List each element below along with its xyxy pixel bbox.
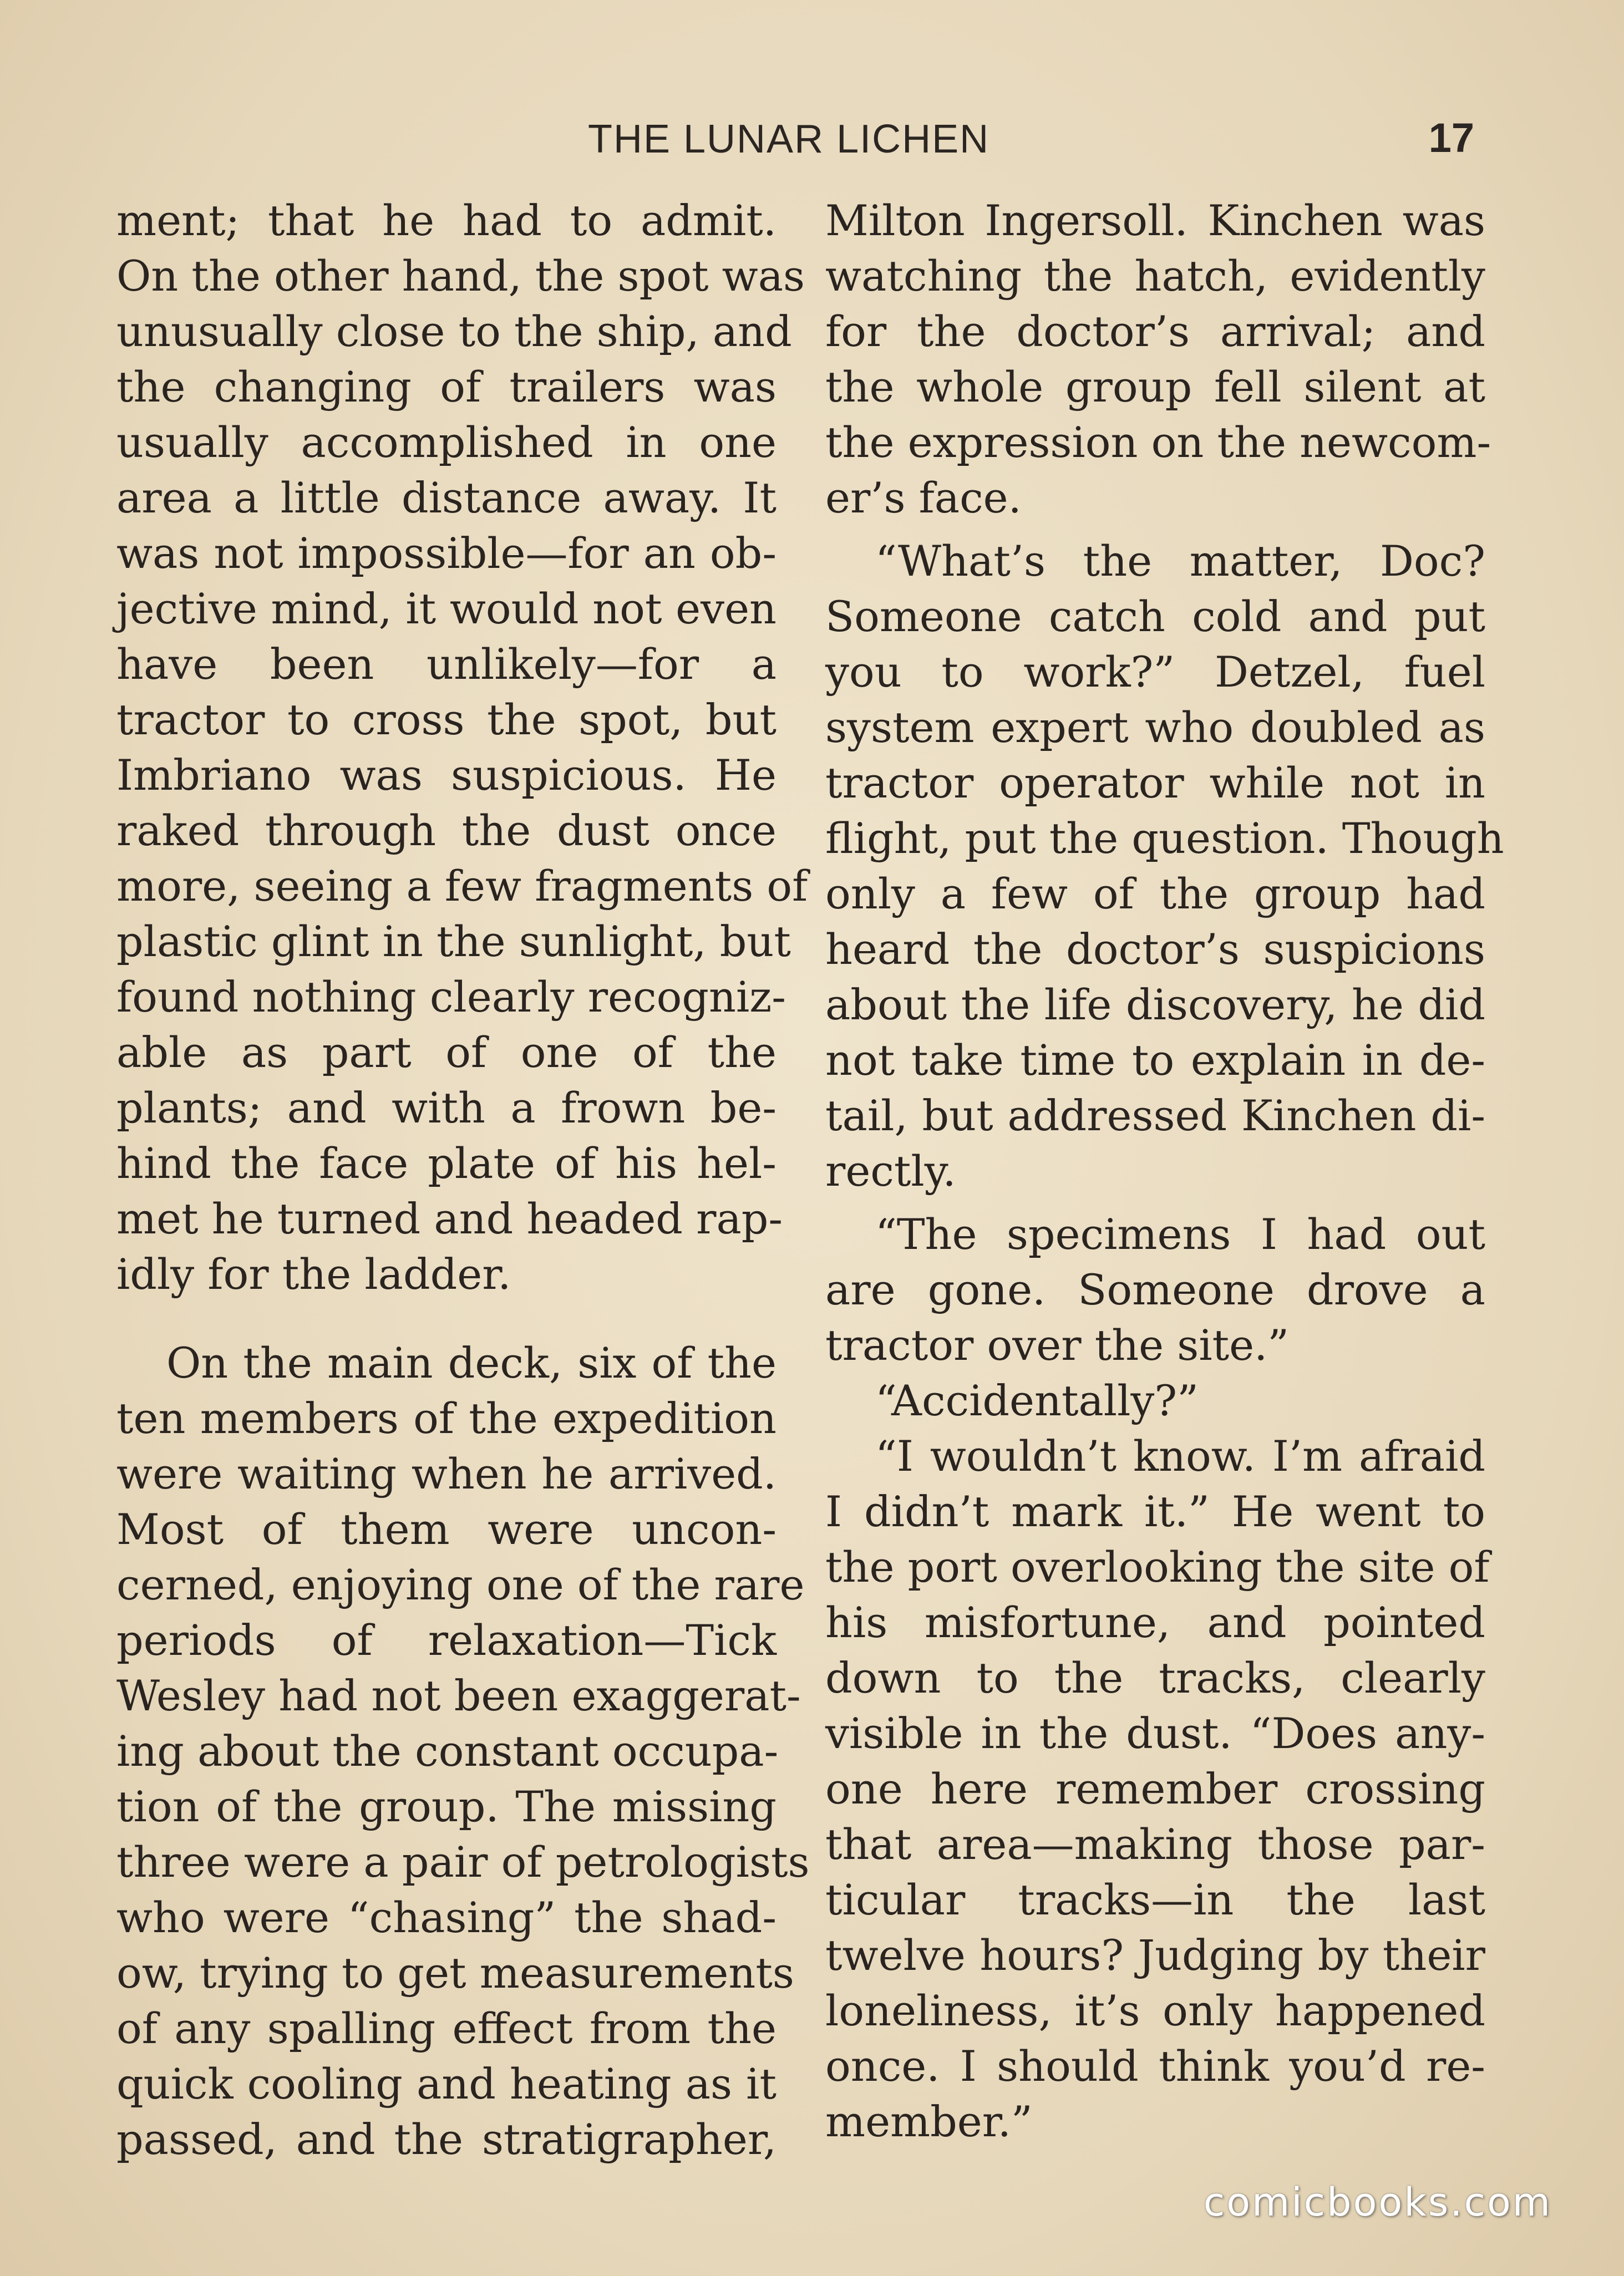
- text-line: was not impossible—for an ob-: [116, 529, 777, 578]
- text-line: you to work?” Detzel, fuel: [825, 647, 1485, 697]
- text-line: more, seeing a few fragments of: [116, 861, 808, 911]
- text-line: ing about the constant occupa-: [116, 1726, 779, 1776]
- text-line: system expert who doubled as: [825, 703, 1485, 752]
- text-line: On the other hand, the spot was: [116, 251, 805, 301]
- text-line: are gone. Someone drove a: [825, 1265, 1485, 1314]
- text-line: tractor to cross the spot, but: [116, 695, 777, 744]
- text-line: met he turned and headed rap-: [116, 1194, 783, 1243]
- text-line: “The specimens I had out: [875, 1210, 1485, 1259]
- text-line: watching the hatch, evidently: [825, 251, 1485, 301]
- watermark: comicbooks.com: [1203, 2180, 1552, 2225]
- text-line: unusually close to the ship, and: [116, 307, 792, 356]
- text-line: passed, and the stratigrapher,: [116, 2115, 777, 2164]
- text-line: area a little distance away. It: [116, 473, 777, 522]
- text-line: Milton Ingersoll. Kinchen was: [825, 196, 1485, 245]
- text-line: able as part of one of the: [116, 1028, 777, 1077]
- text-line: the whole group fell silent at: [825, 362, 1485, 411]
- text-line: ticular tracks—in the last: [825, 1875, 1485, 1924]
- text-line: member.”: [825, 2097, 1033, 2146]
- text-line: his misfortune, and pointed: [825, 1598, 1485, 1647]
- text-line: of any spalling effect from the: [116, 2004, 777, 2053]
- text-line: plastic glint in the sunlight, but: [116, 917, 791, 966]
- text-line: ment; that he had to admit.: [116, 196, 777, 245]
- text-line: loneliness, it’s only happened: [825, 1986, 1485, 2035]
- text-line: rectly.: [825, 1146, 956, 1196]
- text-line: ow, trying to get measurements: [116, 1948, 794, 1998]
- text-line: tractor over the site.”: [825, 1320, 1290, 1370]
- left-column: [116, 193, 810, 2167]
- text-line: one here remember crossing: [825, 1764, 1485, 1813]
- text-line: for the doctor’s arrival; and: [825, 307, 1485, 356]
- right-column: [825, 193, 1504, 2150]
- text-line: Wesley had not been exaggerat-: [116, 1671, 801, 1720]
- running-title: THE LUNAR LICHEN: [588, 117, 990, 161]
- text-line: “What’s the matter, Doc?: [875, 536, 1485, 586]
- text-line: tion of the group. The missing: [116, 1782, 777, 1831]
- text-line: not take time to explain in de-: [825, 1035, 1485, 1085]
- text-line: “Accidentally?”: [875, 1376, 1199, 1425]
- text-line: Imbriano was suspicious. He: [116, 750, 777, 800]
- paragraph-gap: [825, 526, 1485, 534]
- text-line: jective mind, it would not even: [116, 584, 777, 633]
- text-line: who were “chasing” the shad-: [116, 1893, 777, 1942]
- text-line: the port overlooking the site of: [825, 1542, 1490, 1592]
- text-line: Most of them were uncon-: [116, 1505, 777, 1554]
- text-line: flight, put the question. Though: [825, 814, 1504, 863]
- text-line: raked through the dust once: [116, 806, 777, 855]
- text-line: about the life discovery, he did: [825, 980, 1485, 1029]
- text-line: On the main deck, six of the: [166, 1338, 777, 1388]
- paragraph-gap: [825, 1199, 1485, 1207]
- text-line: ten members of the expedition: [116, 1394, 777, 1443]
- text-line: down to the tracks, clearly: [825, 1653, 1485, 1703]
- paragraph-gap: [116, 1302, 777, 1335]
- text-line: visible in the dust. “Does any-: [825, 1709, 1485, 1758]
- text-line: were waiting when he arrived.: [116, 1449, 777, 1498]
- text-line: tail, but addressed Kinchen di-: [825, 1091, 1485, 1140]
- text-line: three were a pair of petrologists: [116, 1837, 810, 1887]
- text-line: the expression on the newcom-: [825, 418, 1491, 467]
- text-line: have been unlikely—for a: [116, 639, 777, 689]
- text-line: plants; and with a frown be-: [116, 1083, 777, 1132]
- text-line: only a few of the group had: [825, 869, 1485, 918]
- text-line: that area—making those par-: [825, 1820, 1485, 1869]
- page-number: 17: [1428, 115, 1474, 161]
- text-line: twelve hours? Judging by their: [825, 1930, 1485, 1980]
- text-line: idly for the ladder.: [116, 1249, 511, 1299]
- text-line: the changing of trailers was: [116, 362, 777, 411]
- text-line: er’s face.: [825, 473, 1022, 522]
- text-line: cerned, enjoying one of the rare: [116, 1560, 805, 1609]
- text-line: found nothing clearly recogniz-: [116, 972, 786, 1022]
- text-line: heard the doctor’s suspicions: [825, 924, 1485, 974]
- text-line: quick cooling and heating as it: [116, 2059, 777, 2109]
- text-line: I didn’t mark it.” He went to: [825, 1487, 1485, 1536]
- text-line: Someone catch cold and put: [825, 592, 1485, 641]
- text-line: “I wouldn’t know. I’m afraid: [875, 1431, 1485, 1481]
- text-line: hind the face plate of his hel-: [116, 1139, 777, 1188]
- text-line: periods of relaxation—Tick: [116, 1615, 777, 1665]
- text-line: tractor operator while not in: [825, 758, 1485, 807]
- text-line: usually accomplished in one: [116, 418, 777, 467]
- text-line: once. I should think you’d re-: [825, 2041, 1485, 2091]
